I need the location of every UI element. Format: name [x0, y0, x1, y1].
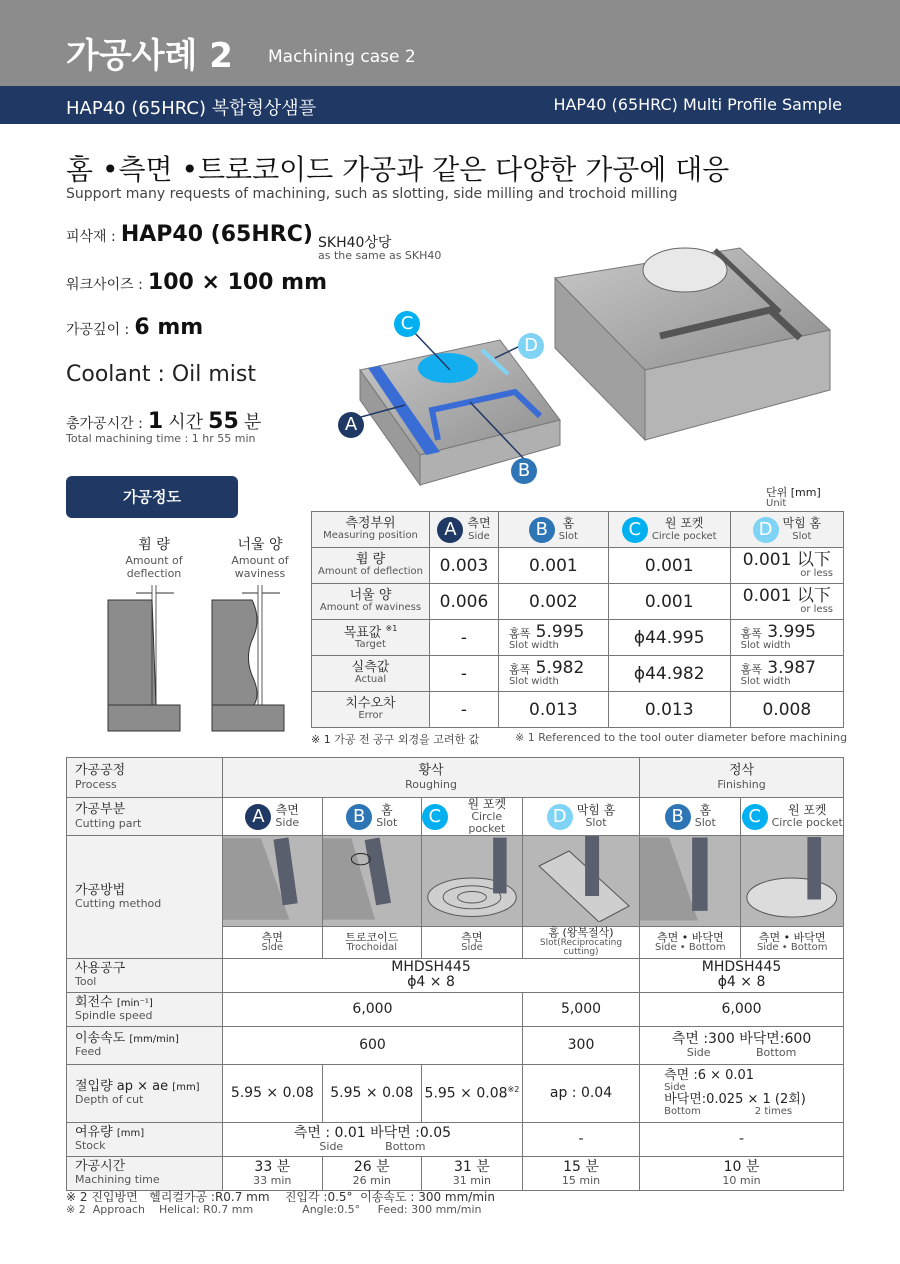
title-bar — [0, 0, 900, 86]
accuracy-badge: 가공정도 — [66, 476, 238, 518]
accuracy-header-row — [312, 512, 844, 548]
method-caption-row: 측면 Side 트로코이드 Trochoidal 측면 Side 홈 (왕복절삭) Slot(Reciprocating cutting) 측면 • 바닥면 Side • Bottom 측면 • 바닥면 Side • Bottom — [67, 927, 844, 958]
part-cell: D 막힘 홈 Slot — [522, 798, 639, 836]
method-image-finish-circle — [741, 836, 844, 927]
coolant: Coolant : Oil mist — [66, 362, 257, 387]
label-C: C — [394, 311, 420, 337]
unit-label-en: Unit — [766, 498, 787, 509]
footnote-2: ※ 2 진입방면 헬리컬가공 :R0.7 mm 진입각 :0.5° 이송속도 : 300 mm/min — [66, 1190, 495, 1204]
material-value: HAP40 (65HRC) — [120, 222, 313, 247]
tool-row: 사용공구 Tool MHDSH445 ϕ4 × 8 MHDSH445 ϕ4 × 8 — [67, 958, 844, 992]
waviness-title: 너울 양 — [237, 537, 283, 553]
method-image-side — [223, 836, 323, 927]
subtitle-bar — [0, 86, 900, 124]
large-block — [555, 248, 830, 440]
unit-label: 단위 [mm] — [766, 486, 821, 499]
cutting-part-row: 가공부분 Cutting part A 측면 Side B 홈 Slot C 원 포켓 Circle pocket D 막힘 홈 Slot B 홈 Slot C 원 포켓 Circle pocket — [67, 798, 844, 836]
spec-work-size: 워크사이즈 : 100 × 100 mm — [66, 270, 327, 295]
roughing-header: 황삭 Roughing — [223, 758, 640, 798]
machining-time-row: 가공시간 Machining time 33 분 33 min 26 분 26 min 31 분 31 min 15 분 15 min 10 분 10 min — [67, 1156, 844, 1190]
material-note: SKH40상당 — [318, 235, 392, 251]
process-header-row: 가공공정 Process 황삭 Roughing 정삭 Finishing — [67, 758, 844, 798]
method-image-circle — [421, 836, 522, 927]
feed-row: 이송속도 [mm/min] Feed 600 300 측면 :300 바닥면:600 Side Bottom — [67, 1026, 844, 1064]
method-image-slot-reciprocating — [522, 836, 639, 927]
subtitle-en: HAP40 (65HRC) Multi Profile Sample — [553, 95, 842, 114]
row-waviness: 너울 양 Amount of waviness 0.006 0.002 0.001 0.001 以下 or less — [312, 584, 844, 620]
label-D: D — [518, 333, 544, 359]
note-1: ※ 1 가공 전 공구 외경을 고려한 값 — [311, 733, 480, 746]
material-note-en: as the same as SKH40 — [318, 249, 442, 262]
deflection-title: 휨 량 — [138, 537, 170, 553]
spindle-row: 회전수 [min⁻¹] Spindle speed 6,000 5,000 6,000 — [67, 992, 844, 1026]
label-A: A — [338, 412, 364, 438]
col-D-header: D 막힘 홈 Slot — [730, 512, 843, 548]
spec-material: 피삭재 : HAP40 (65HRC) — [66, 222, 313, 247]
spec-depth: 가공깊이 : 6 mm — [66, 315, 204, 340]
col-A-header: A 측면 Side — [430, 512, 499, 548]
pos-header: 측정부위 Measuring position — [312, 512, 430, 548]
footnote-2-en: ※ 2 Approach Helical: R0.7 mm Angle:0.5° Feed: 300 mm/min — [66, 1203, 482, 1216]
deflection-title-en: Amount of deflection — [125, 554, 183, 580]
spec-total-time: 총가공시간 : 1 시간 55 분 — [66, 409, 262, 434]
workpiece-illustration — [330, 240, 850, 490]
subtitle-ko: HAP40 (65HRC) 복합형상샘플 — [66, 98, 317, 119]
deflection-waviness-diagram — [100, 585, 300, 735]
part-cell: B 홈 Slot — [322, 798, 421, 836]
page-title-en: Machining case 2 — [268, 47, 416, 67]
part-cell: B 홈 Slot — [640, 798, 741, 836]
method-image-row: 가공방법 Cutting method — [67, 836, 844, 927]
label-B: B — [511, 458, 537, 484]
waviness-title-en: Amount of waviness — [231, 554, 289, 580]
total-time-en: Total machining time : 1 hr 55 min — [66, 432, 256, 445]
note-1-en: ※ 1 Referenced to the tool outer diameter before machining — [515, 731, 848, 744]
part-cell: A 측면 Side — [223, 798, 323, 836]
depth-of-cut-row: 절입량 ap × ae [mm] Depth of cut 5.95 × 0.08 5.95 × 0.08 $5.95 \times 0.08^{※2}$ ap : 0.04 측면 :6 × 0.01 Side 바닥면:0.025 × 1 (2회) Bottom 2 times — [67, 1064, 844, 1122]
process-table — [66, 757, 844, 1191]
row-deflection: 휨 량 Amount of deflection 0.003 0.001 0.001 0.001 以下 or less — [312, 548, 844, 584]
method-image-trochoid — [322, 836, 421, 927]
waviness-diagram — [212, 585, 284, 731]
stock-row: 여유량 [mm] Stock 측면 : 0.01 바닥면 :0.05 Side Bottom - - — [67, 1122, 844, 1156]
finishing-header: 정삭 Finishing — [640, 758, 844, 798]
col-C-header: C 원 포켓 Circle pocket — [608, 512, 730, 548]
part-cell: C 원 포켓 Circle pocket — [741, 798, 844, 836]
row-actual: 실측값 Actual - 홈폭 5.982 Slot width ϕ44.982 홈폭 3.987 Slot width — [312, 656, 844, 692]
accuracy-table — [311, 511, 844, 728]
depth-value: 6 mm — [134, 315, 204, 340]
headline-en: Support many requests of machining, such as slotting, side milling and trochoid milling — [66, 186, 678, 202]
headline: 홈 •측면 •트로코이드 가공과 같은 다양한 가공에 대응 — [66, 153, 730, 186]
work-size-value: 100 × 100 mm — [147, 270, 327, 295]
col-B-header: B 홈 Slot — [498, 512, 608, 548]
part-cell: C 원 포켓 Circle pocket — [421, 798, 522, 836]
row-target: 목표값 $^{※1}$ Target - 홈폭 5.995 Slot width ϕ44.995 홈폭 3.995 Slot width — [312, 620, 844, 656]
method-image-finish-slot — [640, 836, 741, 927]
deflection-diagram — [108, 585, 180, 731]
row-error: 치수오차 Error - 0.013 0.013 0.008 — [312, 692, 844, 728]
page-title: 가공사례 2 — [66, 36, 233, 76]
